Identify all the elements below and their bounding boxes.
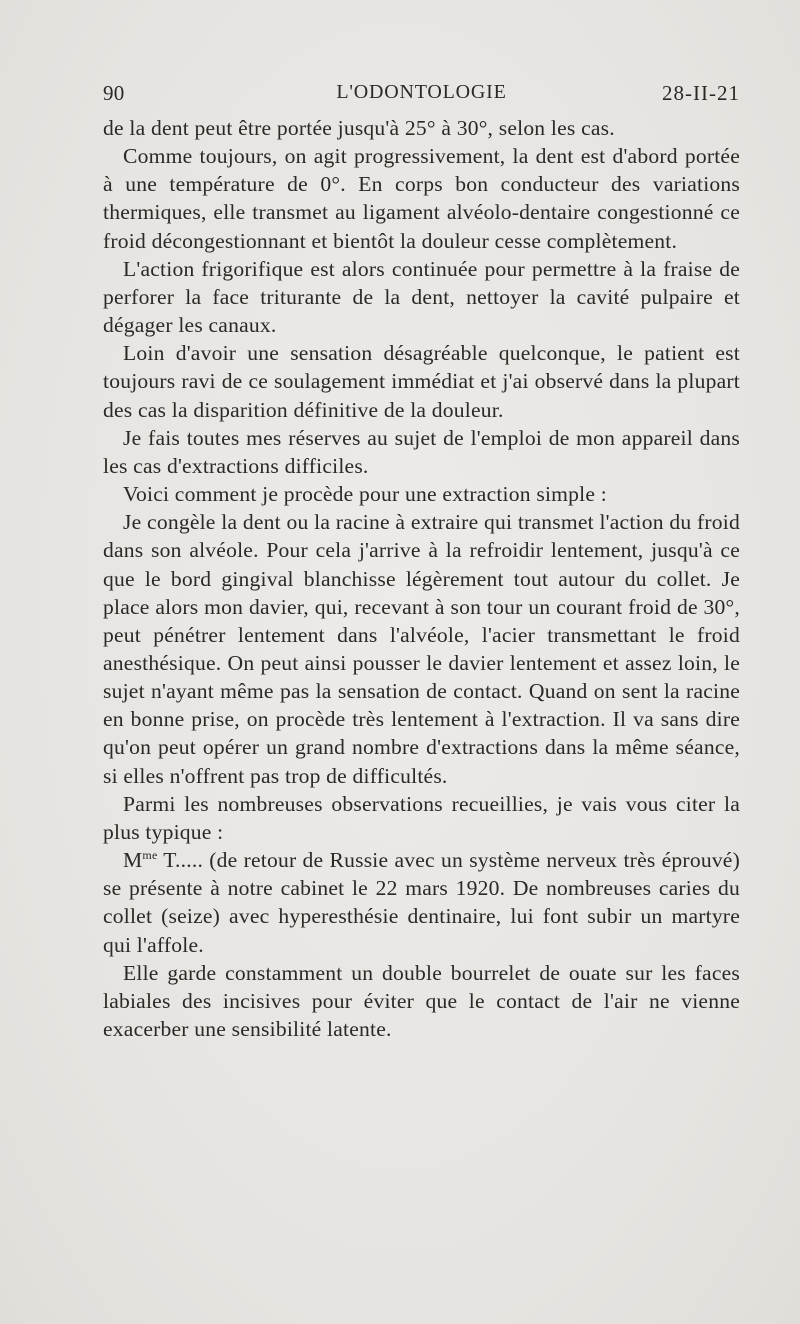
running-head xyxy=(103,81,740,111)
journal-title: L'ODONTOLOGIE xyxy=(336,81,507,103)
honorific-superscript: me xyxy=(142,848,158,863)
paragraph: Je congèle la dent ou la racine à extraire qui transmet l'action du froid dans son alvéole. Pour cela j'arrive à la refroidir lentement, jusqu'à ce que le bord gingival blanchisse légèrement tout autour du collet. Je place alors mon davier, qui, recevant à son tour un courant froid de 30°, peut pénétrer lentement dans l'alvéole, l'acier transmettant le froid anesthésique. On peut ainsi pousser le davier lentement et assez loin, le sujet n'ayant même pas la sensation de contact. Quand on sent la racine en bonne prise, on procède très lentement à l'extraction. Il va sans dire qu'on peut opérer un grand nombre d'extractions dans la même séance, si elles n'offrent pas trop de difficultés. xyxy=(103,510,740,788)
paragraph: Elle garde constamment un double bourrelet de ouate sur les faces labiales des incisives pour éviter que le contact de l'air ne vienne exacerber une sensibilité latente. xyxy=(103,960,740,1041)
paragraph: Voici comment je procède pour une extraction simple : xyxy=(123,482,607,507)
body-text xyxy=(103,114,740,1043)
paragraph: Je fais toutes mes réserves au sujet de l'emploi de mon appareil dans les cas d'extractions difficiles. xyxy=(103,425,740,478)
paragraph: de la dent peut être portée jusqu'à 25° à 30°, selon les cas. xyxy=(103,116,615,140)
paragraph: Loin d'avoir une sensation désagréable quelconque, le patient est toujours ravi de ce soulagement immédiat et j'ai observé dans la plupart des cas la disparition définitive de la douleur. xyxy=(103,341,740,422)
paragraph: $M^{me}$ T..... (de retour de Russie avec un système nerveux très éprouvé) se présente à notre cabinet le 22 mars 1920. De nombreuses caries du collet (seize) avec hyperesthésie dentinaire, lui font subir un martyre qui l'affole. xyxy=(103,848,740,957)
honorific: M xyxy=(123,848,143,873)
page-number: 90 xyxy=(103,81,125,105)
issue-date: 28-II-21 xyxy=(662,81,740,105)
paragraph: L'action frigorifique est alors continuée pour permettre à la fraise de perforer la face triturante de la dent, nettoyer la cavité pulpaire et dégager les canaux. xyxy=(103,256,740,338)
paragraph: Parmi les nombreuses observations recueillies, je vais vous citer la plus typique : xyxy=(103,791,740,844)
paragraph: Comme toujours, on agit progressivement, la dent est d'abord portée à une température de 0°. En corps bon conducteur des variations thermiques, elle transmet au ligament alvéolo-dentaire congestionné ce froid décongestionnant et bientôt la douleur cesse complètement. xyxy=(103,144,740,253)
